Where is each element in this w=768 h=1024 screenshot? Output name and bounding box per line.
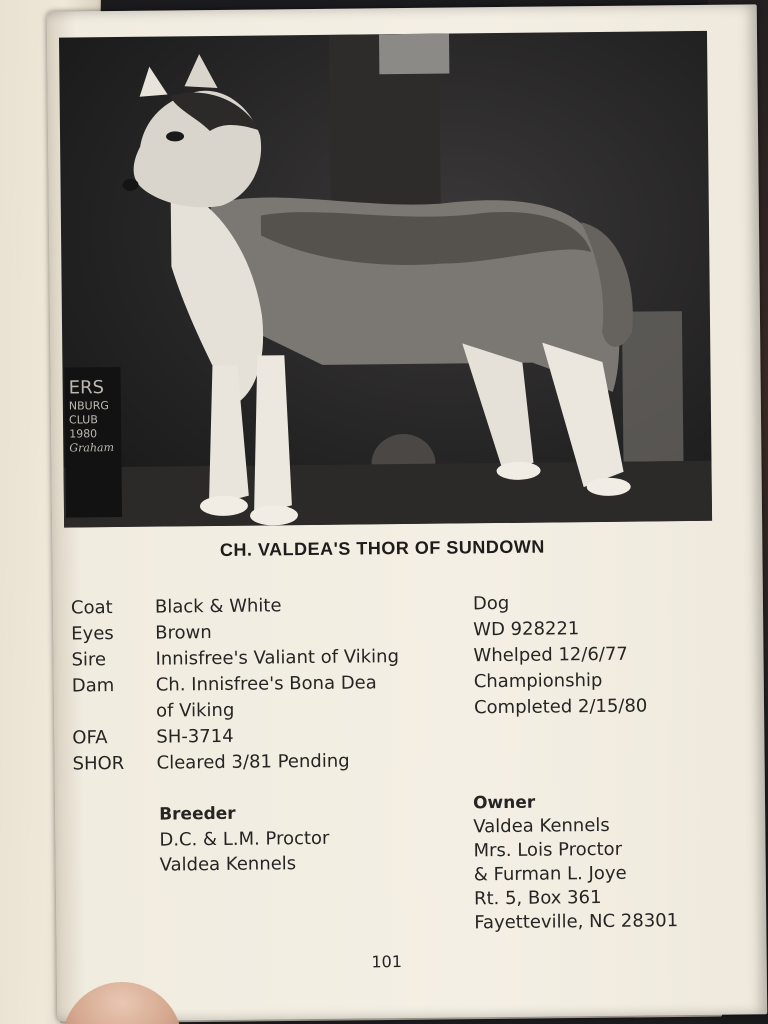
value-coat: Black & White [154, 595, 282, 618]
handler-shirt [379, 34, 449, 75]
owner-line: Rt. 5, Box 361 [473, 886, 602, 910]
label-sire: Sire [71, 649, 107, 671]
show-banner [64, 367, 122, 518]
dog-name-caption: CH. VALDEA'S THOR OF SUNDOWN [219, 536, 545, 560]
banner-line: ERS [68, 377, 105, 399]
banner-line: CLUB [68, 413, 98, 427]
registration-info [473, 590, 648, 722]
detail-values [155, 592, 400, 777]
label-shor: SHOR [72, 752, 125, 775]
owner-line: & Furman L. Joye [473, 862, 627, 886]
label-eyes: Eyes [71, 623, 114, 645]
dog-ear-left [139, 66, 167, 96]
husky-illustration [59, 31, 712, 528]
breeder-line: D.C. & L.M. Proctor [159, 827, 330, 851]
handler-boot [622, 311, 684, 462]
dog-nose [122, 179, 138, 191]
label-coat: Coat [70, 597, 113, 619]
breeder-block [159, 801, 330, 878]
label-dam: Dam [71, 675, 115, 697]
breeder-line: Valdea Kennels [159, 853, 297, 876]
label-ofa: OFA [72, 727, 108, 749]
breeder-title: Breeder [159, 803, 236, 825]
dog-front-leg-right [252, 355, 292, 515]
completed-date: Completed 2/15/80 [473, 695, 648, 719]
banner-line: 1980 [69, 427, 98, 441]
value-dam: Ch. Innisfree's Bona Dea [155, 672, 377, 696]
banner-line: NBURG [68, 399, 109, 413]
whelped-date: Whelped 12/6/77 [473, 643, 628, 667]
owner-line: Valdea Kennels [473, 814, 610, 838]
value-shor: Cleared 3/81 Pending [156, 750, 350, 774]
owner-title: Owner [472, 792, 536, 814]
value-eyes: Brown [155, 622, 212, 644]
banner-line: Graham [69, 441, 115, 455]
owner-line: Mrs. Lois Proctor [473, 838, 623, 862]
owner-line: Fayetteville, NC 28301 [474, 910, 679, 934]
value-sire: Innisfree's Valiant of Viking [155, 646, 400, 670]
book-page [47, 4, 768, 1021]
value-dam-cont: of Viking [155, 699, 235, 722]
owner-block [473, 789, 678, 935]
page-number: 101 [371, 952, 403, 972]
value-ofa: SH-3714 [156, 725, 234, 748]
dog-photo [59, 31, 712, 528]
label-spacer [72, 699, 124, 726]
dog-ear-right [184, 54, 217, 88]
championship: Championship [473, 669, 603, 693]
detail-labels [71, 595, 125, 778]
sex: Dog [472, 592, 510, 615]
registration-number: WD 928221 [473, 618, 580, 641]
